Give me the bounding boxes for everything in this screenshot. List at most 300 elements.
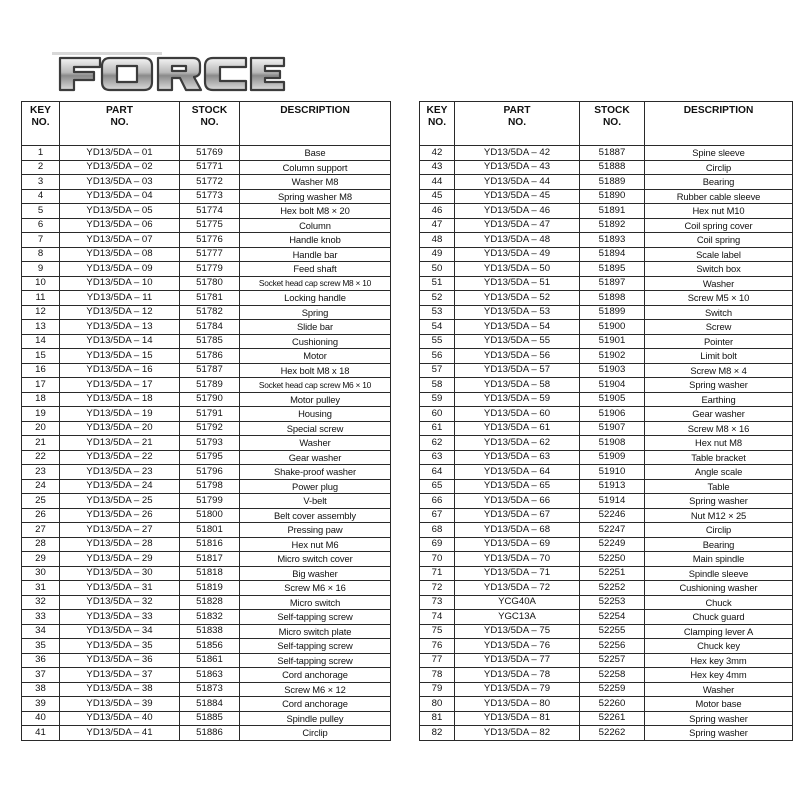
cell-stock-no: 51782: [180, 305, 240, 320]
cell-description: Switch: [645, 305, 793, 320]
cell-stock-no: 52255: [580, 624, 645, 639]
table-row: [22, 639, 391, 654]
cell-part-no: YD13/5DA – 46: [455, 204, 580, 219]
cell-key-no: 78: [420, 668, 455, 683]
header-key-no: KEY NO.: [420, 102, 455, 146]
cell-key-no: 41: [22, 726, 60, 741]
table-row: [22, 566, 391, 581]
cell-key-no: 35: [22, 639, 60, 654]
cell-stock-no: 51785: [180, 334, 240, 349]
table-row: [22, 334, 391, 349]
table-row: [420, 291, 793, 306]
table-row: [420, 407, 793, 422]
table-row: [420, 218, 793, 233]
cell-key-no: 77: [420, 653, 455, 668]
cell-description: Pressing paw: [240, 523, 391, 538]
parts-table-left: [21, 101, 391, 741]
cell-part-no: YD13/5DA – 75: [455, 624, 580, 639]
cell-part-no: YD13/5DA – 57: [455, 363, 580, 378]
cell-stock-no: 51888: [580, 160, 645, 175]
cell-stock-no: 52258: [580, 668, 645, 683]
cell-stock-no: 51792: [180, 421, 240, 436]
cell-description: Coil spring cover: [645, 218, 793, 233]
cell-description: Coil spring: [645, 233, 793, 248]
cell-description: Bearing: [645, 537, 793, 552]
cell-part-no: YD13/5DA – 21: [60, 436, 180, 451]
cell-part-no: YGC13A: [455, 610, 580, 625]
cell-description: Handle bar: [240, 247, 391, 262]
cell-description: Main spindle: [645, 552, 793, 567]
cell-key-no: 10: [22, 276, 60, 291]
cell-key-no: 42: [420, 146, 455, 161]
table-row: [22, 407, 391, 422]
cell-stock-no: 51791: [180, 407, 240, 422]
table-row: [22, 421, 391, 436]
cell-part-no: YD13/5DA – 81: [455, 711, 580, 726]
cell-part-no: YD13/5DA – 43: [455, 160, 580, 175]
table-row: [420, 363, 793, 378]
cell-key-no: 39: [22, 697, 60, 712]
cell-key-no: 21: [22, 436, 60, 451]
cell-stock-no: 51901: [580, 334, 645, 349]
cell-description: Spring washer: [645, 726, 793, 741]
cell-part-no: YD13/5DA – 78: [455, 668, 580, 683]
table-row: [420, 624, 793, 639]
cell-part-no: YD13/5DA – 18: [60, 392, 180, 407]
cell-part-no: YD13/5DA – 53: [455, 305, 580, 320]
cell-description: Hex key 4mm: [645, 668, 793, 683]
cell-part-no: YD13/5DA – 03: [60, 175, 180, 190]
cell-key-no: 46: [420, 204, 455, 219]
cell-description: Spring: [240, 305, 391, 320]
cell-part-no: YD13/5DA – 60: [455, 407, 580, 422]
cell-part-no: YD13/5DA – 22: [60, 450, 180, 465]
cell-stock-no: 51906: [580, 407, 645, 422]
cell-key-no: 65: [420, 479, 455, 494]
table-row: [420, 349, 793, 364]
table-row: [420, 668, 793, 683]
cell-stock-no: 51902: [580, 349, 645, 364]
cell-key-no: 36: [22, 653, 60, 668]
cell-key-no: 54: [420, 320, 455, 335]
table-row: [420, 465, 793, 480]
header-stock-no: STOCK NO.: [580, 102, 645, 146]
cell-key-no: 22: [22, 450, 60, 465]
table-row: [420, 262, 793, 277]
cell-description: Locking handle: [240, 291, 391, 306]
cell-description: Base: [240, 146, 391, 161]
cell-key-no: 72: [420, 581, 455, 596]
cell-description: Chuck guard: [645, 610, 793, 625]
cell-part-no: YD13/5DA – 59: [455, 392, 580, 407]
cell-part-no: YD13/5DA – 62: [455, 436, 580, 451]
cell-key-no: 43: [420, 160, 455, 175]
cell-description: Clamping lever A: [645, 624, 793, 639]
cell-part-no: YD13/5DA – 32: [60, 595, 180, 610]
cell-stock-no: 51789: [180, 378, 240, 393]
table-row: [420, 146, 793, 161]
table-row: [420, 552, 793, 567]
cell-part-no: YD13/5DA – 04: [60, 189, 180, 204]
cell-key-no: 25: [22, 494, 60, 509]
cell-part-no: YD13/5DA – 19: [60, 407, 180, 422]
cell-part-no: YD13/5DA – 77: [455, 653, 580, 668]
cell-description: Socket head cap screw M6 × 10: [240, 378, 391, 393]
cell-description: Spring washer: [645, 378, 793, 393]
cell-part-no: YD13/5DA – 37: [60, 668, 180, 683]
cell-description: Table: [645, 479, 793, 494]
cell-key-no: 14: [22, 334, 60, 349]
cell-description: Self-tapping screw: [240, 639, 391, 654]
cell-part-no: YD13/5DA – 02: [60, 160, 180, 175]
cell-part-no: YCG40A: [455, 595, 580, 610]
header-description: DESCRIPTION: [645, 102, 793, 146]
cell-description: Belt cover assembly: [240, 508, 391, 523]
cell-description: Self-tapping screw: [240, 653, 391, 668]
cell-description: Slide bar: [240, 320, 391, 335]
cell-part-no: YD13/5DA – 38: [60, 682, 180, 697]
cell-key-no: 6: [22, 218, 60, 233]
cell-stock-no: 51800: [180, 508, 240, 523]
cell-description: Angle scale: [645, 465, 793, 480]
cell-stock-no: 52253: [580, 595, 645, 610]
cell-description: Spring washer: [645, 711, 793, 726]
table-row: [420, 175, 793, 190]
table-row: [22, 581, 391, 596]
cell-description: Big washer: [240, 566, 391, 581]
table-row: [22, 523, 391, 538]
table-row: [22, 450, 391, 465]
cell-part-no: YD13/5DA – 79: [455, 682, 580, 697]
cell-stock-no: 51769: [180, 146, 240, 161]
table-header-row: [22, 102, 391, 146]
cell-description: Cushioning: [240, 334, 391, 349]
table-row: [420, 494, 793, 509]
table-row: [420, 639, 793, 654]
cell-part-no: YD13/5DA – 26: [60, 508, 180, 523]
cell-description: Power plug: [240, 479, 391, 494]
cell-part-no: YD13/5DA – 52: [455, 291, 580, 306]
cell-key-no: 75: [420, 624, 455, 639]
table-row: [22, 175, 391, 190]
force-logo-graphic: [48, 50, 288, 98]
cell-key-no: 51: [420, 276, 455, 291]
cell-part-no: YD13/5DA – 09: [60, 262, 180, 277]
cell-stock-no: 51907: [580, 421, 645, 436]
cell-description: Hex nut M8: [645, 436, 793, 451]
cell-stock-no: 51900: [580, 320, 645, 335]
table-row: [420, 450, 793, 465]
cell-stock-no: 51897: [580, 276, 645, 291]
cell-description: Circlip: [240, 726, 391, 741]
header-part-no: PART NO.: [455, 102, 580, 146]
cell-description: Shake-proof washer: [240, 465, 391, 480]
table-row: [420, 595, 793, 610]
table-row: [420, 378, 793, 393]
table-row: [22, 392, 391, 407]
cell-key-no: 48: [420, 233, 455, 248]
cell-stock-no: 51898: [580, 291, 645, 306]
cell-stock-no: 51781: [180, 291, 240, 306]
table-row: [420, 204, 793, 219]
cell-part-no: YD13/5DA – 55: [455, 334, 580, 349]
cell-description: Cord anchorage: [240, 668, 391, 683]
cell-part-no: YD13/5DA – 80: [455, 697, 580, 712]
cell-key-no: 81: [420, 711, 455, 726]
table-row: [22, 320, 391, 335]
cell-key-no: 66: [420, 494, 455, 509]
cell-stock-no: 51793: [180, 436, 240, 451]
cell-part-no: YD13/5DA – 82: [455, 726, 580, 741]
table-row: [22, 305, 391, 320]
cell-stock-no: 52254: [580, 610, 645, 625]
cell-key-no: 12: [22, 305, 60, 320]
cell-part-no: YD13/5DA – 12: [60, 305, 180, 320]
cell-key-no: 8: [22, 247, 60, 262]
cell-stock-no: 51913: [580, 479, 645, 494]
table-row: [22, 436, 391, 451]
cell-stock-no: 51873: [180, 682, 240, 697]
cell-description: Micro switch: [240, 595, 391, 610]
cell-stock-no: 51784: [180, 320, 240, 335]
cell-key-no: 40: [22, 711, 60, 726]
cell-stock-no: 51891: [580, 204, 645, 219]
cell-description: Motor: [240, 349, 391, 364]
table-row: [22, 668, 391, 683]
cell-key-no: 23: [22, 465, 60, 480]
cell-description: Socket head cap screw M8 × 10: [240, 276, 391, 291]
cell-description: Circlip: [645, 523, 793, 538]
cell-description: Hex key 3mm: [645, 653, 793, 668]
table-row: [420, 566, 793, 581]
table-row: [22, 349, 391, 364]
cell-part-no: YD13/5DA – 11: [60, 291, 180, 306]
cell-key-no: 20: [22, 421, 60, 436]
cell-part-no: YD13/5DA – 13: [60, 320, 180, 335]
cell-description: Cushioning washer: [645, 581, 793, 596]
cell-part-no: YD13/5DA – 08: [60, 247, 180, 262]
cell-part-no: YD13/5DA – 47: [455, 218, 580, 233]
cell-key-no: 53: [420, 305, 455, 320]
table-row: [22, 465, 391, 480]
cell-stock-no: 52247: [580, 523, 645, 538]
cell-stock-no: 52262: [580, 726, 645, 741]
cell-description: Spindle pulley: [240, 711, 391, 726]
cell-key-no: 79: [420, 682, 455, 697]
cell-key-no: 58: [420, 378, 455, 393]
cell-part-no: YD13/5DA – 69: [455, 537, 580, 552]
table-row: [420, 581, 793, 596]
cell-key-no: 9: [22, 262, 60, 277]
cell-stock-no: 52251: [580, 566, 645, 581]
cell-description: Washer M8: [240, 175, 391, 190]
cell-stock-no: 51904: [580, 378, 645, 393]
cell-stock-no: 51899: [580, 305, 645, 320]
table-row: [22, 146, 391, 161]
cell-description: Hex bolt M8 x 18: [240, 363, 391, 378]
cell-part-no: YD13/5DA – 76: [455, 639, 580, 654]
cell-part-no: YD13/5DA – 70: [455, 552, 580, 567]
cell-key-no: 63: [420, 450, 455, 465]
cell-description: Micro switch plate: [240, 624, 391, 639]
cell-part-no: YD13/5DA – 14: [60, 334, 180, 349]
table-row: [22, 160, 391, 175]
cell-stock-no: 51886: [180, 726, 240, 741]
table-row: [22, 218, 391, 233]
cell-stock-no: 51771: [180, 160, 240, 175]
cell-part-no: YD13/5DA – 72: [455, 581, 580, 596]
cell-stock-no: 51776: [180, 233, 240, 248]
table-row: [22, 247, 391, 262]
table-row: [22, 291, 391, 306]
cell-key-no: 64: [420, 465, 455, 480]
cell-key-no: 60: [420, 407, 455, 422]
cell-stock-no: 51910: [580, 465, 645, 480]
cell-description: Rubber cable sleeve: [645, 189, 793, 204]
cell-key-no: 55: [420, 334, 455, 349]
cell-stock-no: 51790: [180, 392, 240, 407]
table-row: [420, 247, 793, 262]
cell-key-no: 45: [420, 189, 455, 204]
cell-description: Motor base: [645, 697, 793, 712]
cell-key-no: 70: [420, 552, 455, 567]
table-row: [420, 726, 793, 741]
cell-part-no: YD13/5DA – 30: [60, 566, 180, 581]
cell-stock-no: 51895: [580, 262, 645, 277]
cell-description: Column support: [240, 160, 391, 175]
table-row: [22, 479, 391, 494]
cell-description: Earthing: [645, 392, 793, 407]
cell-part-no: YD13/5DA – 20: [60, 421, 180, 436]
cell-stock-no: 51838: [180, 624, 240, 639]
cell-key-no: 61: [420, 421, 455, 436]
cell-description: Limit bolt: [645, 349, 793, 364]
cell-key-no: 33: [22, 610, 60, 625]
table-row: [22, 189, 391, 204]
cell-key-no: 28: [22, 537, 60, 552]
header-stock-no: STOCK NO.: [180, 102, 240, 146]
cell-stock-no: 51816: [180, 537, 240, 552]
table-row: [420, 508, 793, 523]
table-row: [22, 711, 391, 726]
cell-part-no: YD13/5DA – 15: [60, 349, 180, 364]
cell-description: Motor pulley: [240, 392, 391, 407]
cell-description: Washer: [645, 276, 793, 291]
cell-stock-no: 52250: [580, 552, 645, 567]
table-row: [420, 160, 793, 175]
cell-key-no: 73: [420, 595, 455, 610]
cell-part-no: YD13/5DA – 45: [455, 189, 580, 204]
cell-key-no: 16: [22, 363, 60, 378]
header-part-no: PART NO.: [60, 102, 180, 146]
cell-key-no: 27: [22, 523, 60, 538]
cell-stock-no: 51798: [180, 479, 240, 494]
cell-stock-no: 52249: [580, 537, 645, 552]
cell-stock-no: 51780: [180, 276, 240, 291]
cell-description: Washer: [645, 682, 793, 697]
cell-key-no: 29: [22, 552, 60, 567]
cell-description: Chuck: [645, 595, 793, 610]
cell-stock-no: 51773: [180, 189, 240, 204]
cell-description: Spine sleeve: [645, 146, 793, 161]
cell-stock-no: 51909: [580, 450, 645, 465]
cell-part-no: YD13/5DA – 41: [60, 726, 180, 741]
cell-key-no: 56: [420, 349, 455, 364]
cell-key-no: 74: [420, 610, 455, 625]
table-row: [22, 204, 391, 219]
table-row: [22, 262, 391, 277]
cell-part-no: YD13/5DA – 67: [455, 508, 580, 523]
cell-description: Gear washer: [645, 407, 793, 422]
table-row: [22, 595, 391, 610]
cell-stock-no: 51799: [180, 494, 240, 509]
table-row: [22, 726, 391, 741]
cell-stock-no: 51787: [180, 363, 240, 378]
cell-part-no: YD13/5DA – 44: [455, 175, 580, 190]
table-row: [420, 653, 793, 668]
cell-stock-no: 51801: [180, 523, 240, 538]
cell-stock-no: 51832: [180, 610, 240, 625]
cell-part-no: YD13/5DA – 61: [455, 421, 580, 436]
cell-part-no: YD13/5DA – 33: [60, 610, 180, 625]
cell-stock-no: 51892: [580, 218, 645, 233]
cell-description: Table bracket: [645, 450, 793, 465]
cell-key-no: 7: [22, 233, 60, 248]
cell-key-no: 34: [22, 624, 60, 639]
cell-stock-no: 51914: [580, 494, 645, 509]
table-row: [420, 392, 793, 407]
cell-description: Hex nut M6: [240, 537, 391, 552]
table-row: [420, 421, 793, 436]
cell-key-no: 24: [22, 479, 60, 494]
cell-key-no: 50: [420, 262, 455, 277]
cell-part-no: YD13/5DA – 66: [455, 494, 580, 509]
cell-key-no: 57: [420, 363, 455, 378]
cell-description: Screw M6 × 12: [240, 682, 391, 697]
cell-part-no: YD13/5DA – 49: [455, 247, 580, 262]
cell-key-no: 52: [420, 291, 455, 306]
cell-part-no: YD13/5DA – 06: [60, 218, 180, 233]
cell-key-no: 4: [22, 189, 60, 204]
table-row: [22, 653, 391, 668]
cell-part-no: YD13/5DA – 17: [60, 378, 180, 393]
cell-part-no: YD13/5DA – 16: [60, 363, 180, 378]
cell-stock-no: 51889: [580, 175, 645, 190]
cell-key-no: 49: [420, 247, 455, 262]
table-row: [420, 436, 793, 451]
cell-part-no: YD13/5DA – 27: [60, 523, 180, 538]
cell-stock-no: 51828: [180, 595, 240, 610]
cell-key-no: 30: [22, 566, 60, 581]
cell-part-no: YD13/5DA – 31: [60, 581, 180, 596]
cell-part-no: YD13/5DA – 10: [60, 276, 180, 291]
cell-part-no: YD13/5DA – 63: [455, 450, 580, 465]
cell-stock-no: 51818: [180, 566, 240, 581]
cell-key-no: 38: [22, 682, 60, 697]
table-row: [420, 320, 793, 335]
table-row: [420, 711, 793, 726]
cell-stock-no: 51884: [180, 697, 240, 712]
cell-key-no: 47: [420, 218, 455, 233]
cell-part-no: YD13/5DA – 71: [455, 566, 580, 581]
table-row: [22, 378, 391, 393]
cell-key-no: 69: [420, 537, 455, 552]
cell-description: Switch box: [645, 262, 793, 277]
cell-stock-no: 51890: [580, 189, 645, 204]
cell-description: Washer: [240, 436, 391, 451]
table-row: [22, 276, 391, 291]
cell-part-no: YD13/5DA – 40: [60, 711, 180, 726]
